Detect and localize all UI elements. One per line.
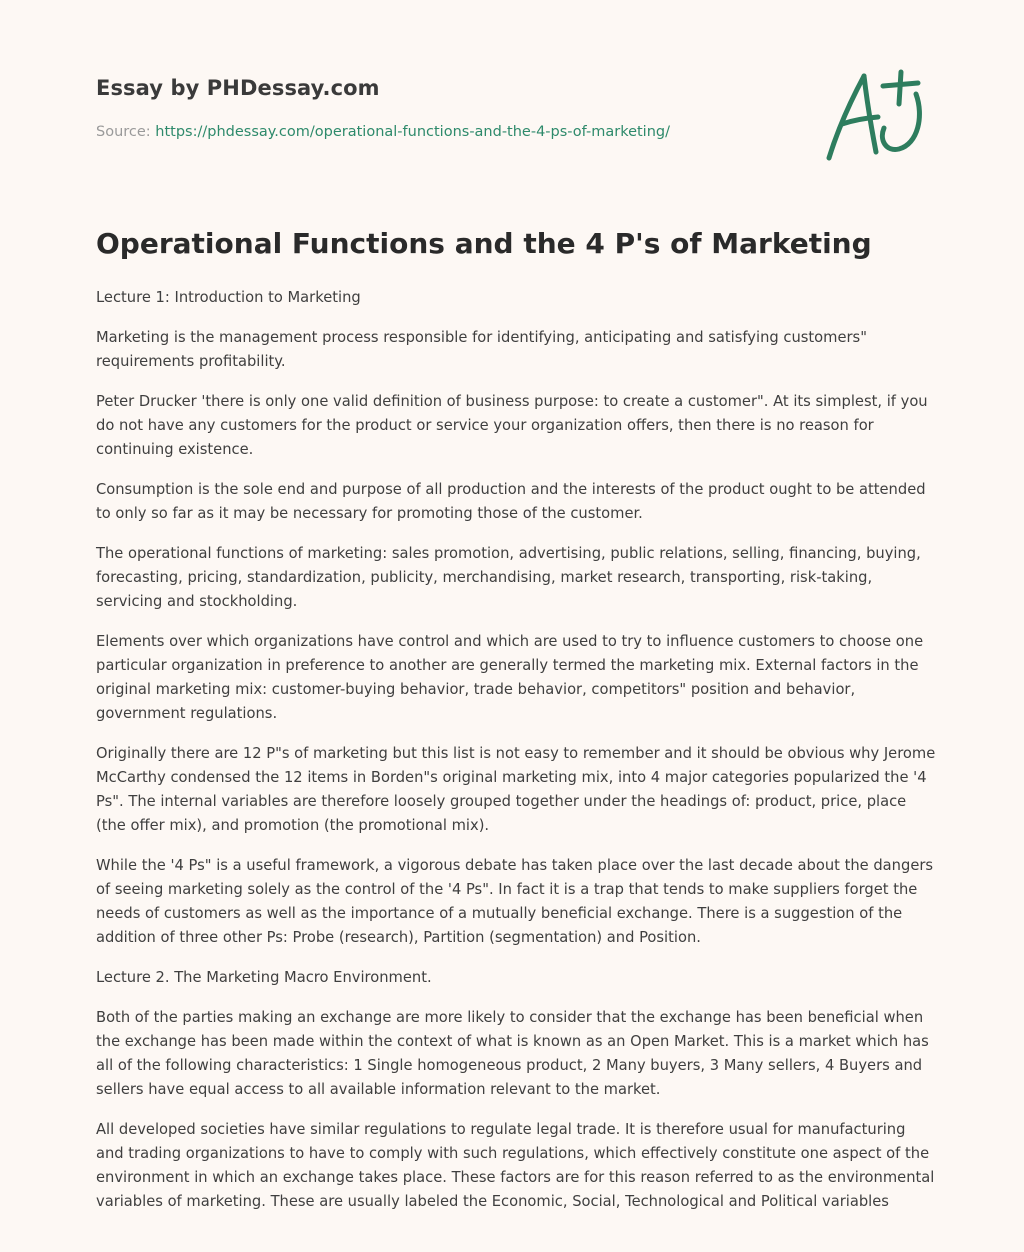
paragraph: Marketing is the management process responsible for identifying, anticipating and satisfying customers" requirements profitability. [96, 329, 867, 370]
logo-plus-vertical [899, 72, 901, 104]
paragraph: Consumption is the sole end and purpose of all production and the interests of the product ought to be attended to only so far as it may be necessary for promoting those of the customer. [96, 481, 926, 522]
paragraph: While the '4 Ps" is a useful framework, a vigorous debate has taken place over the last decade about the dangers of seeing marketing solely as the control of the '4 Ps". In fact it is a trap that tends to make suppliers forget the needs of customers as well as the importance of a mutually beneficial exchange. There is a suggestion of the addition of three other Ps: Probe (research), Partition (segmentation) and Position. [96, 857, 934, 946]
source-line [96, 124, 670, 140]
article-body [96, 286, 936, 1230]
paragraph: Peter Drucker 'there is only one valid definition of business purpose: to create a customer". At its simplest, if you do not have any customers for the product or service your organization offers, then there is no reason for continuing existence. [96, 393, 928, 458]
source-link[interactable]: https://phdessay.com/operational-functions-and-the-4-ps-of-marketing/ [155, 124, 670, 140]
paragraph: Lecture 2. The Marketing Macro Environment. [96, 969, 432, 986]
article-title: Operational Functions and the 4 P's of Marketing [96, 227, 872, 260]
paragraph: Both of the parties making an exchange are more likely to consider that the exchange has been beneficial when the exchange has been made within the context of what is known as an Open Market. This is a market which has all of the following characteristics: 1 Single homogeneous product, 2 Many buyers, 3 Many sellers, 4 Buyers and sellers have equal access to all available information relevant to the market. [96, 1009, 929, 1098]
logo-plus-horizontal [883, 83, 918, 86]
paragraph: Elements over which organizations have control and which are used to try to influence customers to choose one particular organization in preference to another are generally termed the marketing mix. External factors in the original marketing mix: customer-buying behavior, trade behavior, competitors" position and behavior, government regulations. [96, 633, 924, 722]
logo-a-right-stroke [864, 76, 876, 152]
paragraph: Lecture 1: Introduction to Marketing [96, 289, 361, 306]
paragraph: The operational functions of marketing: sales promotion, advertising, public relations, selling, financing, buying, forecasting, pricing, standardization, publicity, merchandising, market research, transporting, risk-taking, servicing and stockholding. [96, 545, 921, 610]
paragraph: All developed societies have similar regulations to regulate legal trade. It is therefore usual for manufacturing and trading organizations to have to comply with such regulations, which effectively constitute one aspect of the environment in which an exchange takes place. These factors are for this reason referred to as the environmental variables of marketing. These are usually labeled the Economic, Social, Technological and Political variables [96, 1121, 935, 1210]
source-label: Source: [96, 124, 156, 140]
a-plus-logo-icon [820, 64, 930, 168]
paragraph: Originally there are 12 P"s of marketing but this list is not easy to remember and it should be obvious why Jerome McCarthy condensed the 12 items in Borden"s original marketing mix, into 4 major categories popularized the '4 Ps". The internal variables are therefore loosely grouped together under the headings of: product, price, place (the offer mix), and promotion (the promotional mix). [96, 745, 936, 834]
site-brand: Essay by PHDessay.com [96, 76, 380, 100]
logo-a-left-stroke [829, 76, 864, 158]
